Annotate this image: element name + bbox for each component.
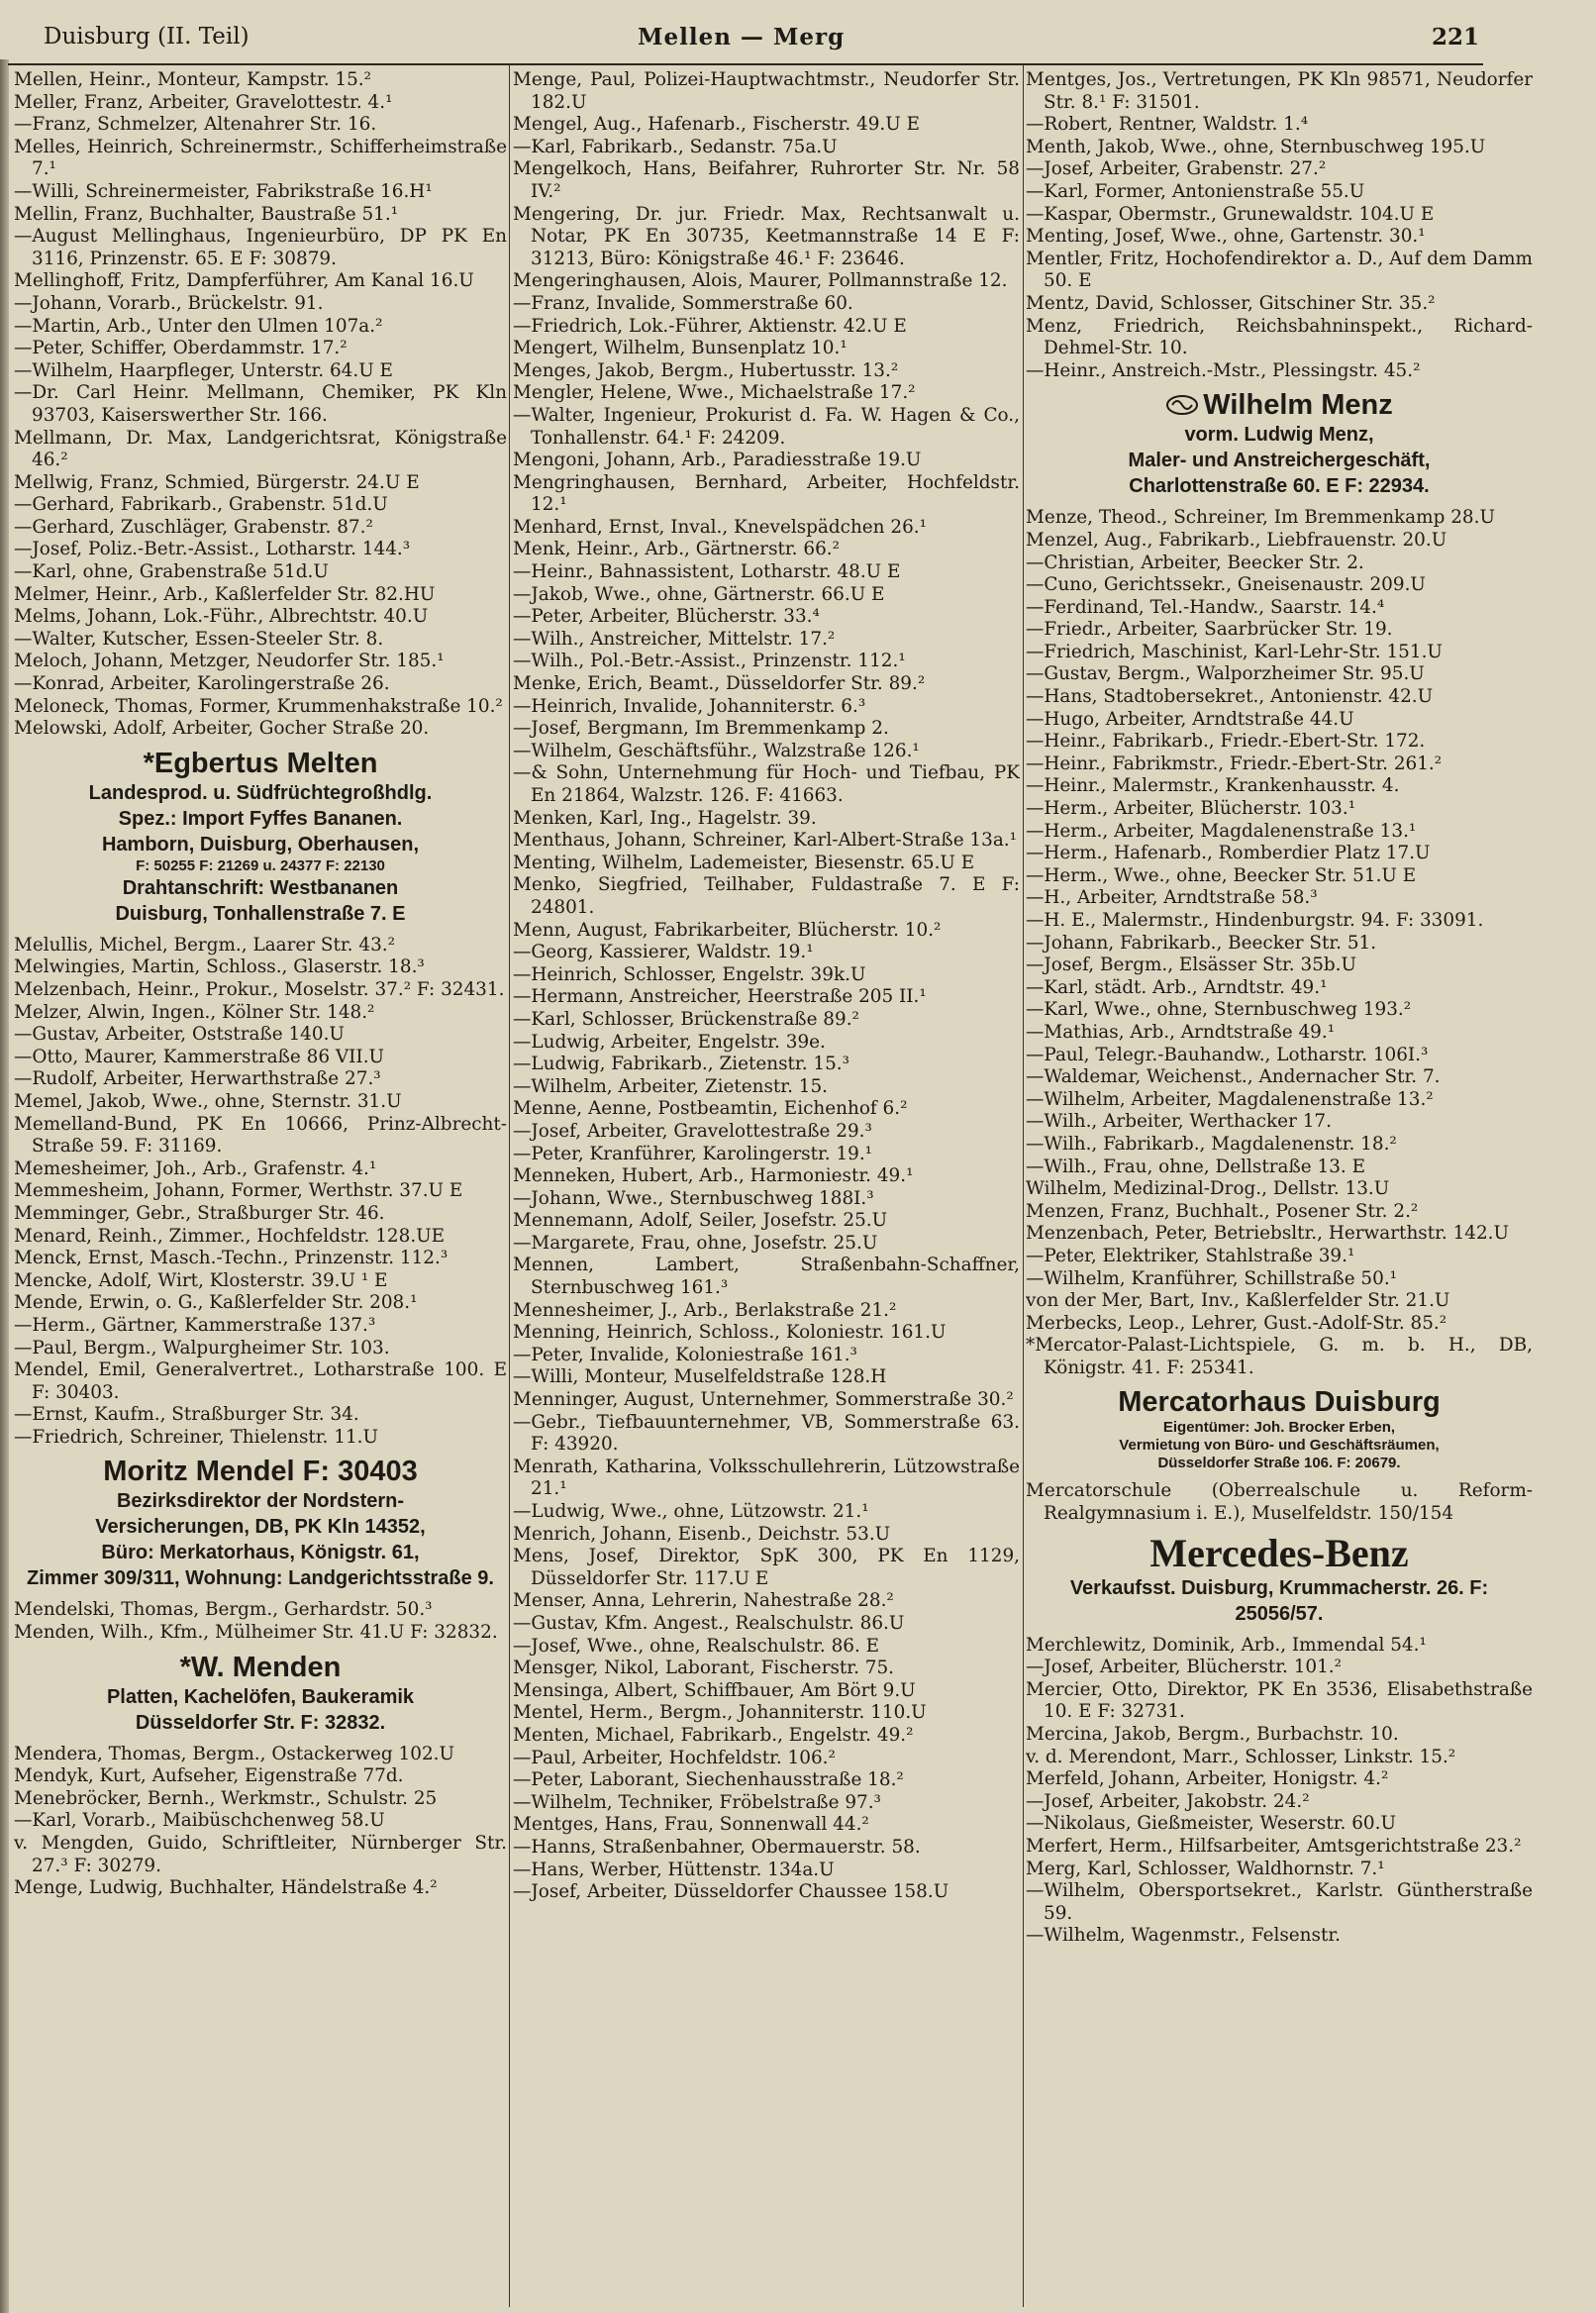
directory-entry: —Ernst, Kaufm., Straßburger Str. 34. — [14, 1404, 359, 1426]
directory-entry: Menzel, Aug., Fabrikarb., Liebfrauenstr. 20.U — [1026, 529, 1447, 551]
directory-entry: Mengering, Dr. jur. Friedr. Max, Rechtsanwalt u. Notar, PK En 30735, Keetmannstraße 14 E F: 31213, Büro: Königstraße 46.¹ F: 23646. — [513, 203, 1020, 269]
directory-entry: —Heinrich, Invalide, Johanniterstr. 6.³ — [513, 695, 866, 717]
ad-line: Verkaufsst. Duisburg, Krummacherstr. 26. F: 25056/57. — [1069, 1576, 1489, 1625]
directory-entry: Menebröcker, Bernh., Werkmstr., Schulstr. 25 — [14, 1787, 438, 1809]
directory-entry: —Josef, Arbeiter, Jakobstr. 24.² — [1026, 1790, 1310, 1812]
directory-entry: Mendyk, Kurt, Aufseher, Eigenstraße 77d. — [14, 1765, 404, 1787]
directory-entry: —Hans, Werber, Hüttenstr. 134a.U — [513, 1859, 835, 1880]
directory-entry: —Peter, Arbeiter, Blücherstr. 33.⁴ — [513, 606, 820, 628]
directory-entry: —Johann, Vorarb., Brückelstr. 91. — [14, 292, 324, 314]
directory-entry: —Karl, ohne, Grabenstraße 51d.U — [14, 561, 329, 583]
directory-entry: Mennemann, Adolf, Seiler, Josefstr. 25.U — [513, 1210, 888, 1232]
directory-entry: Melms, Johann, Lok.-Führ., Albrechtstr. 40.U — [14, 606, 429, 628]
directory-entry: —Karl, Vorarb., Maibüschchenweg 58.U — [14, 1810, 385, 1832]
column-divider — [1023, 65, 1024, 2307]
directory-entry: —Hans, Stadtobersekret., Antonienstr. 42.U — [1026, 686, 1434, 708]
directory-entry: Menhard, Ernst, Inval., Knevelspädchen 26.¹ — [513, 516, 927, 538]
directory-entry: —Paul, Bergm., Walpurgheimer Str. 103. — [14, 1337, 390, 1358]
directory-entry: Menne, Aenne, Postbeamtin, Eichenhof 6.² — [513, 1098, 908, 1120]
ad-phones: F: 50255 F: 21269 u. 24377 F: 22130 — [136, 856, 385, 874]
ad-egbertus-melten — [14, 741, 507, 935]
ad-line: Hamborn, Duisburg, Oberhausen, — [101, 833, 420, 855]
directory-entry: —Waldemar, Weichenst., Andernacher Str. 7. — [1026, 1066, 1441, 1088]
directory-entry: Mercier, Otto, Direktor, PK En 3536, Elisabethstraße 10. E F: 32731. — [1026, 1678, 1533, 1723]
ad-line: Spez.: Import Fyffes Bananen. — [118, 807, 403, 830]
entry-list — [1026, 69, 1533, 382]
directory-entry: —Margarete, Frau, ohne, Josefstr. 25.U — [513, 1232, 878, 1254]
directory-entry: Mengeringhausen, Alois, Maurer, Pollmannstraße 12. — [513, 270, 1008, 292]
directory-entry: Mentel, Herm., Bergm., Johanniterstr. 110.U — [513, 1702, 927, 1724]
directory-entry: —August Mellinghaus, Ingenieurbüro, DP PK En 3116, Prinzenstr. 65. E F: 30879. — [14, 226, 507, 269]
column-1 — [14, 69, 507, 2307]
directory-entry: Mende, Erwin, o. G., Kaßlerfelder Str. 208.¹ — [14, 1292, 418, 1314]
column-divider — [509, 65, 510, 2307]
ad-line: Platten, Kachelöfen, Baukeramik — [106, 1685, 415, 1708]
directory-entry: Mellwig, Franz, Schmied, Bürgerstr. 24.U E — [14, 471, 420, 493]
directory-entry: Mengoni, Johann, Arb., Paradiesstraße 19.U — [513, 450, 922, 471]
directory-entry: Menn, August, Fabrikarbeiter, Blücherstr. 10.² — [513, 919, 942, 941]
directory-entry: Merfeld, Johann, Arbeiter, Honigstr. 4.² — [1026, 1768, 1389, 1790]
directory-entry: —Peter, Kranführer, Karolingerstr. 19.¹ — [513, 1143, 873, 1164]
directory-entry: Mendelski, Thomas, Bergm., Gerhardstr. 50.³ — [14, 1599, 433, 1621]
directory-entry: —& Sohn, Unternehmung für Hoch- und Tiefbau, PK En 21864, Walzstr. 126. F: 41663. — [513, 762, 1020, 806]
directory-entry: Merchlewitz, Dominik, Arb., Immendal 54.¹ — [1026, 1634, 1427, 1656]
directory-entry: —Dr. Carl Heinr. Mellmann, Chemiker, PK Kln 93703, Kaiserswerther Str. 166. — [14, 382, 507, 426]
directory-entry: Melwingies, Martin, Schloss., Glaserstr. 18.³ — [14, 956, 425, 978]
directory-entry: Mennesheimer, J., Arb., Berlakstraße 21.² — [513, 1299, 897, 1321]
ad-title: *Egbertus Melten — [143, 747, 378, 779]
directory-entry: —Gustav, Arbeiter, Oststraße 140.U — [14, 1024, 345, 1046]
directory-entry: Menken, Karl, Ing., Hagelstr. 39. — [513, 807, 817, 829]
ad-line: Düsseldorfer Str. F: 32832. — [135, 1711, 386, 1734]
directory-entry: Mennen, Lambert, Straßenbahn-Schaffner, Sternbuschweg 161.³ — [513, 1255, 1020, 1299]
directory-entry: —H. E., Malermstr., Hindenburgstr. 94. F: 33091. — [1026, 910, 1484, 931]
directory-entry: Memel, Jakob, Wwe., ohne, Sternstr. 31.U — [14, 1090, 402, 1112]
ad-line: Düsseldorfer Straße 106. F: 20679. — [1157, 1455, 1401, 1472]
directory-entry: Memelland-Bund, PK En 10666, Prinz-Albrecht-Straße 59. F: 31169. — [14, 1113, 507, 1157]
directory-entry: Mentges, Hans, Frau, Sonnenwall 44.² — [513, 1814, 869, 1836]
directory-entry: —Otto, Maurer, Kammerstraße 86 VII.U — [14, 1046, 385, 1067]
directory-entry: —Heinrich, Schlosser, Engelstr. 39k.U — [513, 963, 866, 985]
column-2 — [513, 69, 1020, 2307]
directory-entry: Memmesheim, Johann, Former, Werthstr. 37.U E — [14, 1180, 463, 1202]
directory-entry: von der Mer, Bart, Inv., Kaßlerfelder Str. 21.U — [1026, 1290, 1450, 1312]
directory-entry: Mengringhausen, Bernhard, Arbeiter, Hochfeldstr. 12.¹ — [513, 471, 1020, 516]
directory-entry: —Wilh., Fabrikarb., Magdalenenstr. 18.² — [1026, 1133, 1397, 1155]
directory-entry: Merfert, Herm., Hilfsarbeiter, Amtsgerichtstraße 23.² — [1026, 1836, 1522, 1857]
directory-entry: —Josef, Arbeiter, Grabenstr. 27.² — [1026, 158, 1327, 180]
ad-title — [1026, 388, 1533, 422]
ad-mercedes-benz — [1026, 1526, 1533, 1635]
directory-entry: —Gustav, Bergm., Walporzheimer Str. 95.U — [1026, 663, 1425, 685]
directory-entry: Mendera, Thomas, Bergm., Ostackerweg 102.U — [14, 1743, 454, 1764]
directory-entry: —Heinr., Anstreich.-Mstr., Plessingstr. 45.² — [1026, 359, 1421, 381]
directory-entry: Menke, Erich, Beamt., Düsseldorfer Str. 89.² — [513, 673, 926, 695]
directory-entry: Mensger, Nikol, Laborant, Fischerstr. 75. — [513, 1658, 895, 1679]
header-rule — [8, 63, 1483, 65]
directory-entry: Mengel, Aug., Hafenarb., Fischerstr. 49.U E — [513, 114, 921, 136]
directory-entry: —Hugo, Arbeiter, Arndtstraße 44.U — [1026, 708, 1354, 730]
directory-entry: —Ludwig, Arbeiter, Engelstr. 39e. — [513, 1031, 826, 1053]
directory-entry: —Ludwig, Fabrikarb., Zietenstr. 15.³ — [513, 1054, 850, 1075]
directory-entry: Menrath, Katharina, Volksschullehrerin, Lützowstraße 21.¹ — [513, 1456, 1020, 1500]
directory-entry: —Friedrich, Maschinist, Karl-Lehr-Str. 151.U — [1026, 641, 1443, 662]
directory-entry: v. d. Merendont, Marr., Schlosser, Linkstr. 15.² — [1026, 1746, 1456, 1767]
directory-entry: Mercina, Jakob, Bergm., Burbachstr. 10. — [1026, 1724, 1399, 1746]
entry-list — [1026, 1635, 1533, 1948]
directory-entry: —Peter, Laborant, Siechenhausstraße 18.² — [513, 1769, 904, 1791]
directory-entry: —Wilh., Arbeiter, Werthacker 17. — [1026, 1111, 1332, 1133]
directory-entry: —Wilh., Anstreicher, Mittelstr. 17.² — [513, 628, 836, 650]
ad-title: *W. Menden — [179, 1651, 342, 1683]
directory-entry: —Walter, Ingenieur, Prokurist d. Fa. W. Hagen & Co., Tonhallenstr. 64.¹ F: 24209. — [513, 404, 1020, 449]
ad-mercatorhaus — [1026, 1379, 1533, 1480]
directory-entry: —Herm., Hafenarb., Romberdier Platz 17.U — [1026, 843, 1431, 864]
directory-entry: Melles, Heinrich, Schreinermstr., Schifferheimstraße 7.¹ — [14, 136, 507, 180]
entry-list — [513, 69, 1020, 1904]
ad-line: Duisburg, Tonhallenstraße 7. E — [115, 902, 406, 925]
directory-entry: —Josef, Poliz.-Betr.-Assist., Lotharstr. 144.³ — [14, 539, 411, 560]
directory-entry: —Mathias, Arb., Arndtstraße 49.¹ — [1026, 1021, 1336, 1043]
directory-entry: Melmer, Heinr., Arb., Kaßlerfelder Str. 82.HU — [14, 583, 436, 605]
directory-entry: —Ferdinand, Tel.-Handw., Saarstr. 14.⁴ — [1026, 596, 1385, 618]
directory-entry: Menser, Anna, Lehrerin, Nahestraße 28.² — [513, 1590, 894, 1612]
directory-entry: Mengert, Wilhelm, Bunsenplatz 10.¹ — [513, 338, 848, 359]
directory-entry: —Wilhelm, Geschäftsführ., Walzstraße 126.¹ — [513, 740, 920, 761]
directory-entry: —Gebr., Tiefbauunternehmer, VB, Sommerstraße 63. F: 43920. — [513, 1411, 1020, 1456]
directory-entry: Wilhelm, Medizinal-Drog., Dellstr. 13.U — [1026, 1178, 1390, 1200]
directory-entry: —Franz, Invalide, Sommerstraße 60. — [513, 292, 853, 314]
entry-list — [1026, 1480, 1533, 1525]
directory-entry: —Hermann, Anstreicher, Heerstraße 205 II.¹ — [513, 986, 927, 1008]
directory-entry: —Josef, Arbeiter, Gravelottestraße 29.³ — [513, 1120, 872, 1142]
directory-entry: Menck, Ernst, Masch.-Techn., Prinzenstr. 112.³ — [14, 1248, 449, 1269]
directory-entry: —Heinr., Fabrikarb., Friedr.-Ebert-Str. 172. — [1026, 731, 1426, 753]
directory-entry: Menth, Jakob, Wwe., ohne, Sternbuschweg 195.U — [1026, 136, 1486, 157]
directory-entry: —Wilhelm, Wagenmstr., Felsenstr. — [1026, 1925, 1341, 1947]
directory-entry: —Rudolf, Arbeiter, Herwarthstraße 27.³ — [14, 1068, 381, 1090]
directory-entry: Meloneck, Thomas, Former, Krummenhakstraße 10.² — [14, 695, 503, 717]
directory-entry: —Kaspar, Obermstr., Grunewaldstr. 104.U E — [1026, 203, 1435, 225]
directory-entry: *Mercator-Palast-Lichtspiele, G. m. b. H., DB, Königstr. 41. F: 25341. — [1026, 1335, 1533, 1378]
directory-entry: Menge, Paul, Polizei-Hauptwachtmstr., Neudorfer Str. 182.U — [513, 69, 1020, 113]
menz-logo-icon — [1165, 393, 1199, 417]
directory-entry: Melzer, Alwin, Ingen., Kölner Str. 148.² — [14, 1001, 375, 1023]
directory-entry: —Cuno, Gerichtssekr., Gneisenaustr. 209.U — [1026, 574, 1426, 596]
directory-entry: —Josef, Bergmann, Im Bremmenkamp 2. — [513, 718, 889, 740]
directory-entry: —Friedr., Arbeiter, Saarbrücker Str. 19. — [1026, 619, 1393, 641]
directory-entry: —Paul, Arbeiter, Hochfeldstr. 106.² — [513, 1747, 836, 1768]
directory-entry: —Wilh., Pol.-Betr.-Assist., Prinzenstr. 112.¹ — [513, 651, 906, 672]
directory-entry: —Hanns, Straßenbahner, Obermauerstr. 58. — [513, 1836, 921, 1858]
directory-entry: Mellmann, Dr. Max, Landgerichtsrat, Königstraße 46.² — [14, 427, 507, 471]
page-header — [44, 20, 1479, 59]
directory-entry: Merg, Karl, Schlosser, Waldhornstr. 7.¹ — [1026, 1858, 1385, 1879]
directory-entry: Mensinga, Albert, Schiffbauer, Am Bört 9.U — [513, 1679, 916, 1701]
ad-moritz-mendel — [14, 1449, 507, 1599]
directory-entry: —Georg, Kassierer, Waldstr. 19.¹ — [513, 942, 814, 963]
ad-line: Landesprod. u. Südfrüchtegroßhdlg. — [88, 781, 433, 804]
directory-entry: —Johann, Fabrikarb., Beecker Str. 51. — [1026, 932, 1377, 954]
entry-list — [14, 69, 507, 741]
ad-title: Mercedes-Benz — [1149, 1530, 1409, 1575]
directory-entry: Mellinghoff, Fritz, Dampferführer, Am Kanal 16.U — [14, 270, 474, 292]
directory-entry: Meller, Franz, Arbeiter, Gravelottestr. 4.¹ — [14, 91, 393, 113]
directory-entry: Mentges, Jos., Vertretungen, PK Kln 98571, Neudorfer Str. 8.¹ F: 31501. — [1026, 69, 1533, 113]
ad-title-text: Wilhelm Menz — [1203, 389, 1393, 422]
directory-entry: v. Mengden, Guido, Schriftleiter, Nürnberger Str. 27.³ F: 30279. — [14, 1833, 507, 1876]
directory-entry: —Wilhelm, Haarpfleger, Unterstr. 64.U E — [14, 359, 393, 381]
directory-entry: —Gustav, Kfm. Angest., Realschulstr. 86.U — [513, 1612, 905, 1634]
directory-entry: Memesheimer, Joh., Arb., Grafenstr. 4.¹ — [14, 1157, 377, 1179]
ad-line: Bezirksdirektor der Nordstern- — [116, 1490, 405, 1513]
directory-entry: Mencke, Adolf, Wirt, Klosterstr. 39.U ¹ E — [14, 1269, 388, 1291]
directory-entry: —Wilh., Frau, ohne, Dellstraße 13. E — [1026, 1156, 1366, 1177]
header-range: Mellen — Merg — [638, 24, 846, 50]
directory-entry: —Willi, Monteur, Muselfeldstraße 128.H — [513, 1366, 887, 1388]
directory-entry: —H., Arbeiter, Arndtstraße 58.³ — [1026, 887, 1318, 909]
directory-entry: —Peter, Invalide, Koloniestraße 161.³ — [513, 1344, 857, 1365]
ad-line: Vermietung von Büro- und Geschäftsräumen, — [1119, 1437, 1440, 1455]
directory-entry: —Karl, Fabrikarb., Sedanstr. 75a.U — [513, 136, 838, 157]
entry-list — [14, 1744, 507, 1900]
directory-entry: Mens, Josef, Direktor, SpK 300, PK En 1129, Düsseldorfer Str. 117.U E — [513, 1546, 1020, 1589]
directory-entry: Menko, Siegfried, Teilhaber, Fuldastraße 7. E F: 24801. — [513, 874, 1020, 918]
directory-entry: —Johann, Wwe., Sternbuschweg 188I.³ — [513, 1187, 874, 1209]
directory-entry: —Herm., Arbeiter, Blücherstr. 103.¹ — [1026, 798, 1356, 820]
directory-entry: Menzenbach, Peter, Betriebsltr., Herwarthstr. 142.U — [1026, 1223, 1510, 1245]
directory-entry: —Herm., Wwe., ohne, Beecker Str. 51.U E — [1026, 864, 1417, 886]
directory-entry: Mentz, David, Schlosser, Gitschiner Str. 35.² — [1026, 292, 1436, 314]
directory-entry: —Gerhard, Zuschläger, Grabenstr. 87.² — [14, 516, 373, 538]
header-section: Duisburg (II. Teil) — [44, 24, 249, 50]
directory-entry: —Heinr., Bahnassistent, Lotharstr. 48.U E — [513, 561, 901, 583]
directory-entry: Menk, Heinr., Arb., Gärtnerstr. 66.² — [513, 539, 840, 560]
directory-entry: —Robert, Rentner, Waldstr. 1.⁴ — [1026, 114, 1309, 136]
directory-entry: Mellin, Franz, Buchhalter, Baustraße 51.¹ — [14, 203, 399, 225]
directory-entry: Menges, Jakob, Bergm., Hubertusstr. 13.² — [513, 359, 899, 381]
directory-entry: —Wilhelm, Arbeiter, Zietenstr. 15. — [513, 1075, 829, 1097]
directory-entry: —Walter, Kutscher, Essen-Steeler Str. 8. — [14, 628, 384, 650]
directory-entry: —Konrad, Arbeiter, Karolingerstraße 26. — [14, 673, 390, 695]
directory-entry: —Martin, Arb., Unter den Ulmen 107a.² — [14, 315, 383, 337]
directory-entry: —Gerhard, Fabrikarb., Grabenstr. 51d.U — [14, 494, 388, 516]
directory-entry: —Christian, Arbeiter, Beecker Str. 2. — [1026, 552, 1364, 573]
directory-entry: —Franz, Schmelzer, Altenahrer Str. 16. — [14, 114, 377, 136]
entry-list — [14, 935, 507, 1450]
directory-entry: Menninger, August, Unternehmer, Sommerstraße 30.² — [513, 1389, 1014, 1411]
directory-entry: —Ludwig, Wwe., ohne, Lützowstr. 21.¹ — [513, 1501, 869, 1522]
directory-entry: Mengler, Helene, Wwe., Michaelstraße 17.² — [513, 382, 916, 404]
directory-entry: Memminger, Gebr., Straßburger Str. 46. — [14, 1202, 385, 1224]
directory-entry: —Karl, Former, Antonienstraße 55.U — [1026, 180, 1365, 202]
directory-entry: —Wilhelm, Arbeiter, Magdalenenstraße 13.² — [1026, 1088, 1434, 1110]
directory-entry: Menneken, Hubert, Arb., Harmoniestr. 49.¹ — [513, 1165, 914, 1187]
ad-line: Zimmer 309/311, Wohnung: Landgerichtsstraße 9. — [27, 1567, 494, 1590]
directory-entry: —Willi, Schreinermeister, Fabrikstraße 16.H¹ — [14, 180, 433, 202]
directory-entry: Menz, Friedrich, Reichsbahninspekt., Richard-Dehmel-Str. 10. — [1026, 315, 1533, 359]
directory-entry: —Jakob, Wwe., ohne, Gärtnerstr. 66.U E — [513, 583, 885, 605]
directory-entry: Mengelkoch, Hans, Beifahrer, Ruhrorter Str. Nr. 58 IV.² — [513, 158, 1020, 202]
directory-entry: Mendel, Emil, Generalvertret., Lotharstraße 100. E F: 30403. — [14, 1359, 507, 1403]
directory-entry: —Josef, Wwe., ohne, Realschulstr. 86. E — [513, 1635, 880, 1657]
directory-entry: —Karl, städt. Arb., Arndtstr. 49.¹ — [1026, 976, 1328, 998]
directory-entry: —Wilhelm, Kranführer, Schillstraße 50.¹ — [1026, 1267, 1398, 1289]
directory-entry: —Peter, Schiffer, Oberdammstr. 17.² — [14, 338, 348, 359]
directory-entry: Mentler, Fritz, Hochofendirektor a. D., Auf dem Damm 50. E — [1026, 248, 1533, 292]
directory-entry: —Josef, Arbeiter, Blücherstr. 101.² — [1026, 1657, 1343, 1678]
ad-line: Charlottenstraße 60. E F: 22934. — [1129, 475, 1430, 498]
directory-entry: —Herm., Gärtner, Kammerstraße 137.³ — [14, 1314, 376, 1336]
directory-entry: —Paul, Telegr.-Bauhandw., Lotharstr. 106I.³ — [1026, 1044, 1429, 1065]
entry-list — [14, 1599, 507, 1644]
ad-line: Maler- und Anstreichergeschäft, — [1128, 450, 1431, 472]
directory-entry: Menting, Josef, Wwe., ohne, Gartenstr. 30.¹ — [1026, 226, 1426, 248]
directory-entry: Menthaus, Johann, Schreiner, Karl-Albert-Straße 13a.¹ — [513, 830, 1018, 852]
ad-line: Drahtanschrift: Westbananen — [122, 876, 399, 899]
ad-line: vorm. Ludwig Menz, — [1184, 424, 1374, 447]
directory-entry: —Wilhelm, Techniker, Fröbelstraße 97.³ — [513, 1791, 881, 1813]
directory-entry: Menning, Heinrich, Schloss., Koloniestr. 161.U — [513, 1322, 947, 1344]
ad-w-menden — [14, 1645, 507, 1744]
directory-entry: —Wilhelm, Obersportsekret., Karlstr. Güntherstraße 59. — [1026, 1880, 1533, 1924]
page-number: 221 — [1431, 24, 1479, 50]
directory-entry: Merbecks, Leop., Lehrer, Gust.-Adolf-Str. 85.² — [1026, 1312, 1447, 1334]
binding-edge — [0, 59, 9, 2313]
directory-entry: —Heinr., Fabrikmstr., Friedr.-Ebert-Str. 261.² — [1026, 753, 1443, 774]
directory-entry: —Heinr., Malermstr., Krankenhausstr. 4. — [1026, 775, 1400, 797]
directory-entry: Menze, Theod., Schreiner, Im Bremmenkamp 28.U — [1026, 507, 1495, 529]
directory-entry: —Karl, Schlosser, Brückenstraße 89.² — [513, 1008, 859, 1030]
directory-entry: —Friedrich, Lok.-Führer, Aktienstr. 42.U E — [513, 315, 907, 337]
directory-entry: —Herm., Arbeiter, Magdalenenstraße 13.¹ — [1026, 820, 1417, 842]
ad-title: Mercatorhaus Duisburg — [1118, 1386, 1441, 1419]
directory-entry: —Nikolaus, Gießmeister, Weserstr. 60.U — [1026, 1813, 1396, 1835]
directory-entry: —Friedrich, Schreiner, Thielenstr. 11.U — [14, 1426, 378, 1448]
directory-entry: Melzenbach, Heinr., Prokur., Moselstr. 37.² F: 32431. — [14, 979, 505, 1000]
directory-entry: Mellen, Heinr., Monteur, Kampstr. 15.² — [14, 69, 372, 90]
directory-entry: Menden, Wilh., Kfm., Mülheimer Str. 41.U F: 32832. — [14, 1622, 498, 1644]
directory-entry: Menting, Wilhelm, Lademeister, Biesenstr. 65.U E — [513, 852, 975, 873]
directory-entry: —Josef, Arbeiter, Düsseldorfer Chaussee 158.U — [513, 1881, 949, 1903]
ad-wilhelm-menz — [1026, 382, 1533, 507]
directory-entry: Meloch, Johann, Metzger, Neudorfer Str. 185.¹ — [14, 651, 445, 672]
column-3 — [1026, 69, 1533, 2307]
directory-entry: —Karl, Wwe., ohne, Sternbuschweg 193.² — [1026, 999, 1412, 1021]
ad-line: Eigentümer: Joh. Brocker Erben, — [1162, 1419, 1396, 1437]
directory-entry: Melullis, Michel, Bergm., Laarer Str. 43.² — [14, 934, 395, 955]
entry-list — [1026, 507, 1533, 1379]
ad-line: Büro: Merkatorhaus, Königstr. 61, — [101, 1542, 420, 1564]
directory-entry: Mercatorschule (Oberrealschule u. Reform-Realgymnasium i. E.), Muselfeldstr. 150/154 — [1026, 1480, 1533, 1525]
directory-entry: Menard, Reinh., Zimmer., Hochfeldstr. 128.UE — [14, 1225, 446, 1247]
directory-entry: Melowski, Adolf, Arbeiter, Gocher Straße 20. — [14, 718, 430, 740]
directory-entry: Menrich, Johann, Eisenb., Deichstr. 53.U — [513, 1523, 891, 1545]
directory-entry: —Peter, Elektriker, Stahlstraße 39.¹ — [1026, 1245, 1355, 1266]
directory-entry: —Josef, Bergm., Elsässer Str. 35b.U — [1026, 955, 1357, 976]
directory-entry: Menge, Ludwig, Buchhalter, Händelstraße 4.² — [14, 1877, 438, 1899]
directory-entry: Menten, Michael, Fabrikarb., Engelstr. 49.² — [513, 1724, 914, 1746]
ad-title: Moritz Mendel F: 30403 — [103, 1456, 418, 1488]
ad-line: Versicherungen, DB, PK Kln 14352, — [95, 1516, 426, 1539]
directory-entry: Menzen, Franz, Buchhalt., Posener Str. 2.² — [1026, 1200, 1419, 1222]
